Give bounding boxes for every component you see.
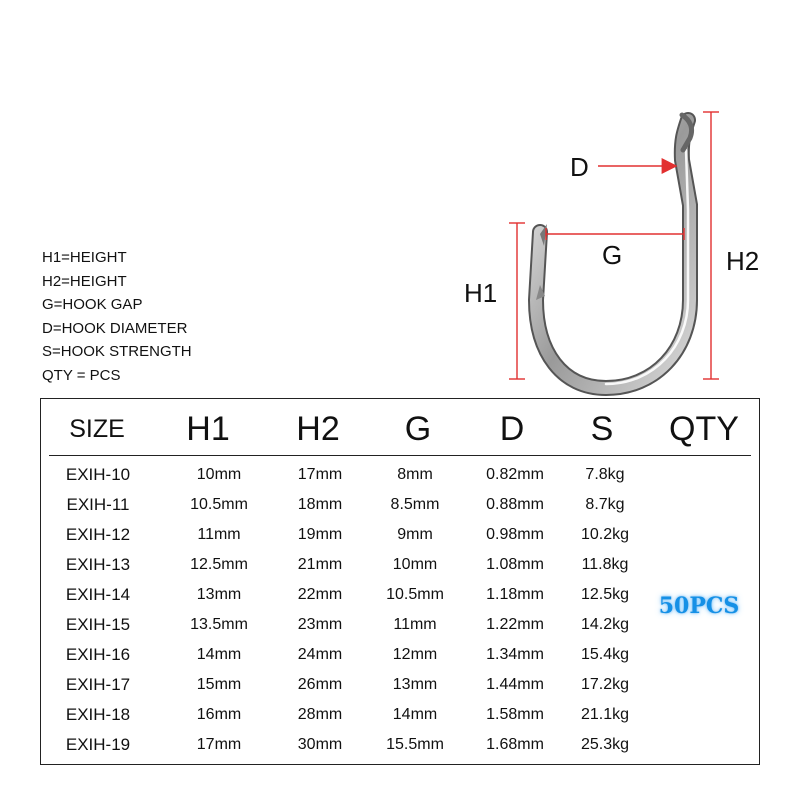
- table-cell: 19mm: [297, 526, 343, 543]
- table-cell: 26mm: [297, 676, 343, 693]
- legend-item-qty: QTY = PCS: [42, 366, 121, 384]
- header-divider: [49, 455, 751, 456]
- cell-size: EXIH-16: [65, 645, 131, 664]
- table-cell: 8.5mm: [390, 496, 440, 513]
- cell-size: EXIH-13: [65, 555, 131, 574]
- table-cell: 28mm: [297, 706, 343, 723]
- legend-item-s: S=HOOK STRENGTH: [42, 343, 192, 361]
- table-cell: 10mm: [196, 466, 242, 483]
- label-h2: H2: [726, 246, 760, 276]
- table-cell: 7.8kg: [585, 466, 625, 483]
- spec-table: [40, 398, 760, 765]
- table-cell: 11.8kg: [581, 556, 629, 573]
- table-cell: 1.08mm: [486, 556, 544, 573]
- table-cell: 10.2kg: [580, 526, 630, 543]
- table-cell: 1.58mm: [486, 706, 544, 723]
- table-cell: 12.5kg: [580, 586, 630, 603]
- table-cell: 15.5mm: [386, 736, 444, 753]
- table-cell: 11mm: [197, 526, 241, 543]
- legend-item-d: D=HOOK DIAMETER: [42, 319, 188, 337]
- table-cell: 21mm: [297, 556, 343, 573]
- table-cell: 1.22mm: [486, 616, 544, 633]
- table-cell: 22mm: [297, 586, 343, 603]
- table-cell: 9mm: [397, 526, 433, 543]
- table-cell: 0.82mm: [486, 466, 544, 483]
- table-cell: 17mm: [297, 466, 343, 483]
- table-cell: 0.98mm: [486, 526, 544, 543]
- table-cell: 8.7kg: [585, 496, 625, 513]
- cell-size: EXIH-12: [65, 525, 131, 544]
- table-cell: 1.18mm: [486, 586, 544, 603]
- label-d: D: [570, 152, 589, 182]
- cell-size: EXIH-15: [65, 615, 131, 634]
- table-cell: 14mm: [196, 646, 242, 663]
- table-cell: 8mm: [397, 466, 433, 483]
- legend-item-g: G=HOOK GAP: [42, 296, 143, 314]
- label-g: G: [602, 240, 623, 270]
- qty-value: 50PCS: [658, 593, 740, 619]
- table-cell: 24mm: [297, 646, 343, 663]
- table-cell: 17.2kg: [580, 676, 630, 693]
- cell-size: EXIH-19: [65, 735, 131, 754]
- header-d: D: [499, 410, 525, 448]
- table-cell: 10mm: [392, 556, 438, 573]
- table-cell: 1.44mm: [486, 676, 544, 693]
- table-cell: 14mm: [392, 706, 438, 723]
- table-cell: 17mm: [196, 736, 242, 753]
- table-cell: 15.4kg: [580, 646, 630, 663]
- cell-size: EXIH-17: [65, 675, 131, 694]
- table-cell: 16mm: [196, 706, 242, 723]
- table-cell: 15mm: [196, 676, 242, 693]
- header-h2: H2: [296, 410, 340, 448]
- table-cell: 10.5mm: [386, 586, 444, 603]
- table-cell: 14.2kg: [580, 616, 630, 633]
- cell-size: EXIH-10: [65, 465, 131, 484]
- cell-size: EXIH-14: [65, 585, 131, 604]
- table-cell: 25.3kg: [580, 736, 630, 753]
- table-cell: 21.1kg: [580, 706, 630, 723]
- legend-item-h1: H1=HEIGHT: [42, 249, 127, 266]
- table-cell: 12.5mm: [190, 556, 248, 573]
- table-cell: 1.68mm: [486, 736, 544, 753]
- table-cell: 30mm: [297, 736, 343, 753]
- table-cell: 10.5mm: [190, 496, 248, 513]
- table-cell: 23mm: [297, 616, 343, 633]
- table-cell: 13mm: [392, 676, 438, 693]
- table-cell: 12mm: [392, 646, 438, 663]
- cell-size: EXIH-11: [66, 495, 130, 514]
- cell-size: EXIH-18: [65, 705, 131, 724]
- header-qty: QTY: [669, 410, 739, 448]
- table-cell: 13.5mm: [190, 616, 248, 633]
- header-size: SIZE: [69, 415, 125, 443]
- header-s: S: [590, 410, 614, 448]
- table-cell: 1.34mm: [486, 646, 544, 663]
- header-g: G: [404, 410, 432, 448]
- header-h1: H1: [186, 410, 230, 448]
- legend-item-h2: H2=HEIGHT: [42, 272, 127, 290]
- table-cell: 0.88mm: [486, 496, 544, 513]
- table-cell: 13mm: [196, 586, 242, 603]
- table-cell: 18mm: [297, 496, 343, 513]
- label-h1: H1: [464, 278, 498, 308]
- table-cell: 11mm: [393, 616, 437, 633]
